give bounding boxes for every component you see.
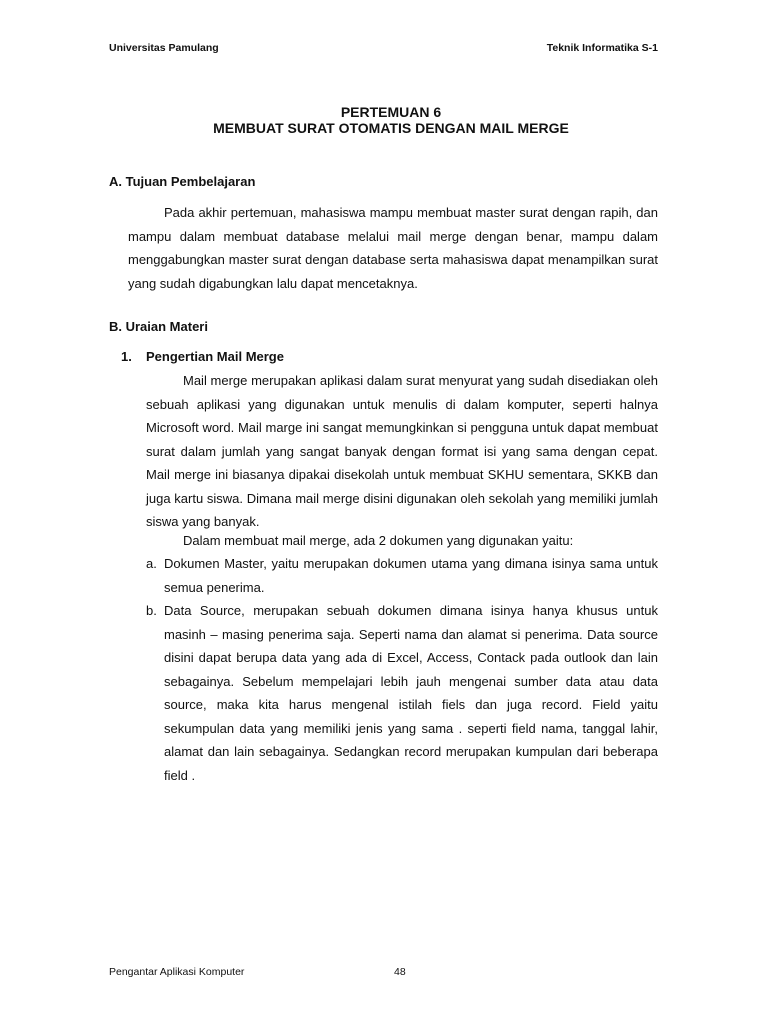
list-item xyxy=(146,552,658,599)
list-item xyxy=(146,599,658,787)
header-program: Teknik Informatika S-1 xyxy=(546,42,658,54)
header-institution: Universitas Pamulang xyxy=(109,42,219,54)
subsection-1-paragraph-1: Mail merge merupakan aplikasi dalam surat menyurat yang sudah disediakan oleh sebuah aplikasi yang digunakan untuk menulis di dalam komputer, seperti halnya Microsoft word. Mail marge ini sangat memungkinkan si pengguna untuk dapat membuat surat dalam jumlah yang sangat banyak dengan format isi yang sama dengan cepat. Mail merge ini biasanya dipakai disekolah untuk membuat SKHU sementara, SKKB dan juga kartu siswa. Dimana mail merge disini digunakan oleh sekolah yang memiliki jumlah siswa yang banyak. xyxy=(146,373,658,529)
list-item-marker: b. xyxy=(146,603,157,618)
page-title xyxy=(0,104,768,136)
list-item-text: Dokumen Master, yaitu merupakan dokumen utama yang dimana isinya sama untuk semua penerima. xyxy=(164,556,658,595)
subsection-1-paragraph-2: Dalam membuat mail merge, ada 2 dokumen yang digunakan yaitu: xyxy=(183,533,574,548)
list-item-marker: a. xyxy=(146,556,157,571)
title-topic: MEMBUAT SURAT OTOMATIS DENGAN MAIL MERGE xyxy=(213,120,569,136)
section-a-paragraph: Pada akhir pertemuan, mahasiswa mampu membuat master surat dengan rapih, dan mampu dalam membuat database melalui mail merge dengan benar, mampu dalam menggabungkan master surat dengan database serta mahasiswa dapat menampilkan surat yang sudah digabungkan lalu dapat mencetaknya. xyxy=(128,205,658,291)
footer-course-title: Pengantar Aplikasi Komputer xyxy=(109,966,245,978)
section-a-heading: A. Tujuan Pembelajaran xyxy=(109,174,256,189)
subsection-1-heading xyxy=(121,349,284,364)
title-meeting: PERTEMUAN 6 xyxy=(340,104,442,120)
footer-page-number: 48 xyxy=(394,966,406,978)
subsection-1-number: 1. xyxy=(121,349,132,364)
section-b-heading: B. Uraian Materi xyxy=(109,319,208,334)
subsection-1-title: Pengertian Mail Merge xyxy=(146,349,284,364)
list-item-text: Data Source, merupakan sebuah dokumen dimana isinya hanya khusus untuk masinh – masing penerima saja. Seperti nama dan alamat si penerima. Data source disini dapat berupa data yang ada di Excel, Access, Contack pada outlook dan lain sebagainya. Sebelum mempelajari lebih jauh mengenai sumber data atau data source, maka kita harus mengenal istilah fiels dan juga record. Field yaitu sekumpulan data yang memiliki jenis yang sama . seperti field nama, tanggal lahir, alamat dan lain sebagainya. Sedangkan record merupakan kumpulan dari beberapa field . xyxy=(164,603,658,783)
